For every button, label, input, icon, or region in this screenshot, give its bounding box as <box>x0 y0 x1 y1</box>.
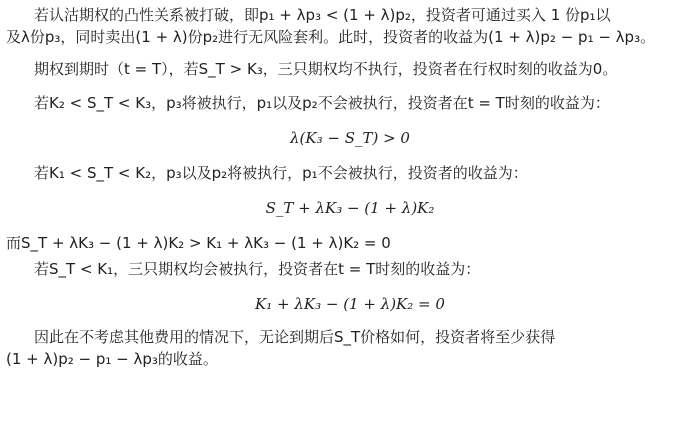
paragraph-7-line-2: (1 + λ)p₂ − p₁ − λp₃的收益。 <box>6 350 218 368</box>
equation-1: λ(K₃ − S_T) > 0 <box>290 129 410 147</box>
paragraph-1-line-2: 及λ份p₃，同时卖出(1 + λ)份p₂进行无风险套利。此时，投资者的收益为(1 + λ)p₂ − p₁ − λp₃。 <box>6 28 656 46</box>
paragraph-6: 若S_T < K₁，三只期权均会被执行，投资者在t = T时刻的收益为： <box>34 260 481 278</box>
paragraph-7-line-1: 因此在不考虑其他费用的情况下，无论到期后S_T价格如何，投资者将至少获得 <box>34 328 556 346</box>
paragraph-2: 期权到期时（t = T），若S_T > K₃，三只期权均不执行，投资者在行权时刻的收益为0。 <box>34 60 618 78</box>
equation-2: S_T + λK₃ − (1 + λ)K₂ <box>265 199 435 217</box>
paragraph-5: 而S_T + λK₃ − (1 + λ)K₂ > K₁ + λK₃ − (1 + λ)K₂ = 0 <box>6 234 391 252</box>
paragraph-4: 若K₁ < S_T < K₂，p₃以及p₂将被执行，p₁不会被执行，投资者的收益为： <box>34 164 528 182</box>
equation-3: K₁ + λK₃ − (1 + λ)K₂ = 0 <box>255 295 445 313</box>
paragraph-3: 若K₂ < S_T < K₃，p₃将被执行，p₁以及p₂不会被执行，投资者在t = T时刻的收益为： <box>34 94 610 112</box>
paragraph-1-line-1: 若认沽期权的凸性关系被打破，即p₁ + λp₃ < (1 + λ)p₂，投资者可通过买入 1 份p₁以 <box>34 6 611 24</box>
